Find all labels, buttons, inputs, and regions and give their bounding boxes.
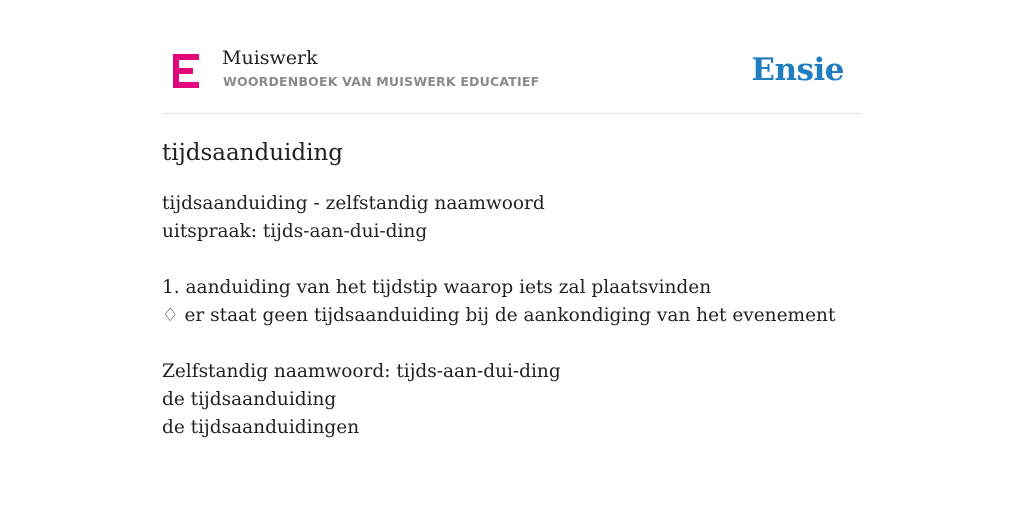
entry-definition: 1. aanduiding van het tijdstip waarop iets zal plaatsvinden (162, 277, 712, 298)
entry-pronunciation: uitspraak: tijds-aan-dui-ding (162, 221, 428, 242)
brand-name[interactable]: Muiswerk (222, 47, 318, 69)
muiswerk-logo-icon[interactable] (173, 54, 201, 89)
ensie-logo-link[interactable]: Ensie (751, 52, 844, 88)
page-title: tijdsaanduiding (162, 140, 344, 166)
blank-line (162, 330, 862, 358)
entry-singular: de tijdsaanduiding (162, 389, 337, 410)
entry-plural: de tijdsaanduidingen (162, 417, 360, 438)
dictionary-entry (162, 190, 862, 442)
blank-line (162, 246, 862, 274)
entry-example: ♢ er staat geen tijdsaanduiding bij de aankondiging van het evenement (162, 305, 836, 326)
brand-subtitle: WOORDENBOEK VAN MUISWERK EDUCATIEF (223, 74, 540, 89)
entry-grammar-heading: Zelfstandig naamwoord: tijds-aan-dui-ding (162, 361, 561, 382)
entry-headline: tijdsaanduiding - zelfstandig naamwoord (162, 193, 545, 214)
site-header (162, 40, 862, 114)
